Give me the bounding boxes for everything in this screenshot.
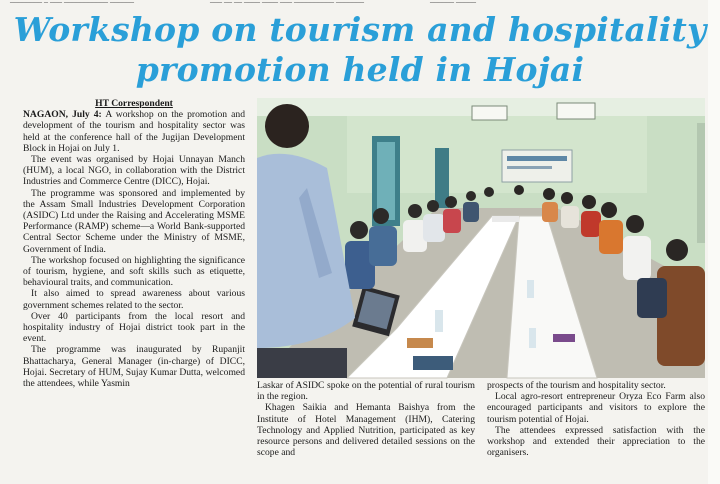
paragraph: Over 40 participants from the local resort and hospitality industry of Hojai district took part in the event.: [23, 310, 245, 345]
paragraph: Laskar of ASIDC spoke on the potential of rural tourism in the region.: [257, 380, 475, 403]
page-margin: [708, 0, 720, 484]
paragraph: Local agro-resort entrepreneur Oryza Eco Farm also encouraged participants and visitors to explore the tourism potential of Hojai.: [487, 391, 705, 425]
paragraph: The workshop focused on highlighting the significance of tourism, hygiene, and soft skills such as etiquette, behavioural traits, and communication.: [23, 254, 245, 289]
paragraph: It also aimed to spread awareness about various government schemes related to the sector.: [23, 288, 245, 311]
previous-article-strip: [0, 0, 720, 7]
article-column-3: [487, 380, 705, 458]
headline-line-2: promotion held in Hojai: [135, 50, 585, 89]
paragraph: [23, 109, 245, 154]
article-column-1: [23, 98, 245, 389]
paragraph: The programme was inaugurated by Rupanjit Bhattacharya, General Manager (in-charge) of DICC, Hojai. Secretary of HUM, Sujay Kumar Dutta, welcomed the attendees, while Yasmin: [23, 344, 245, 390]
paragraph-text: A workshop on the promotion and development of the tourism and hospitality sector was held at the conference hall of the Jugijan Development Block in Hojai on July 1.: [23, 109, 246, 154]
article-column-2: [257, 380, 475, 458]
paragraph: prospects of the tourism and hospitality sector.: [487, 380, 666, 391]
paragraph: The programme was sponsored and implemented by the Assam Small Industries Development Corporation (ASIDC) Ltd under the Raising and Accelerating MSME Performance (RAMP) scheme—a World Bank-supported Central Sector Scheme under the Ministry of MSME, Government of India.: [23, 187, 245, 255]
paragraph: The event was organised by Hojai Unnayan Manch (HUM), a local NGO, in collaboration with the District Industries and Commerce Centre (DICC), Hojai.: [23, 154, 245, 188]
headline-line-1: Workshop on tourism and hospitality: [13, 10, 707, 49]
dateline: NAGAON, July 4:: [23, 109, 102, 121]
paragraph: Khagen Saikia and Hemanta Baishya from the Institute of Hotel Management (IHM), Catering Technology and Applied Nutrition, participated as key resource persons and delivered detailed sessions on the scope and: [257, 402, 475, 459]
workshop-photo: [257, 98, 705, 378]
paragraph: The attendees expressed satisfaction with the workshop and extended their appreciation to the organisers.: [487, 424, 705, 459]
byline: HT Correspondent: [95, 98, 173, 109]
